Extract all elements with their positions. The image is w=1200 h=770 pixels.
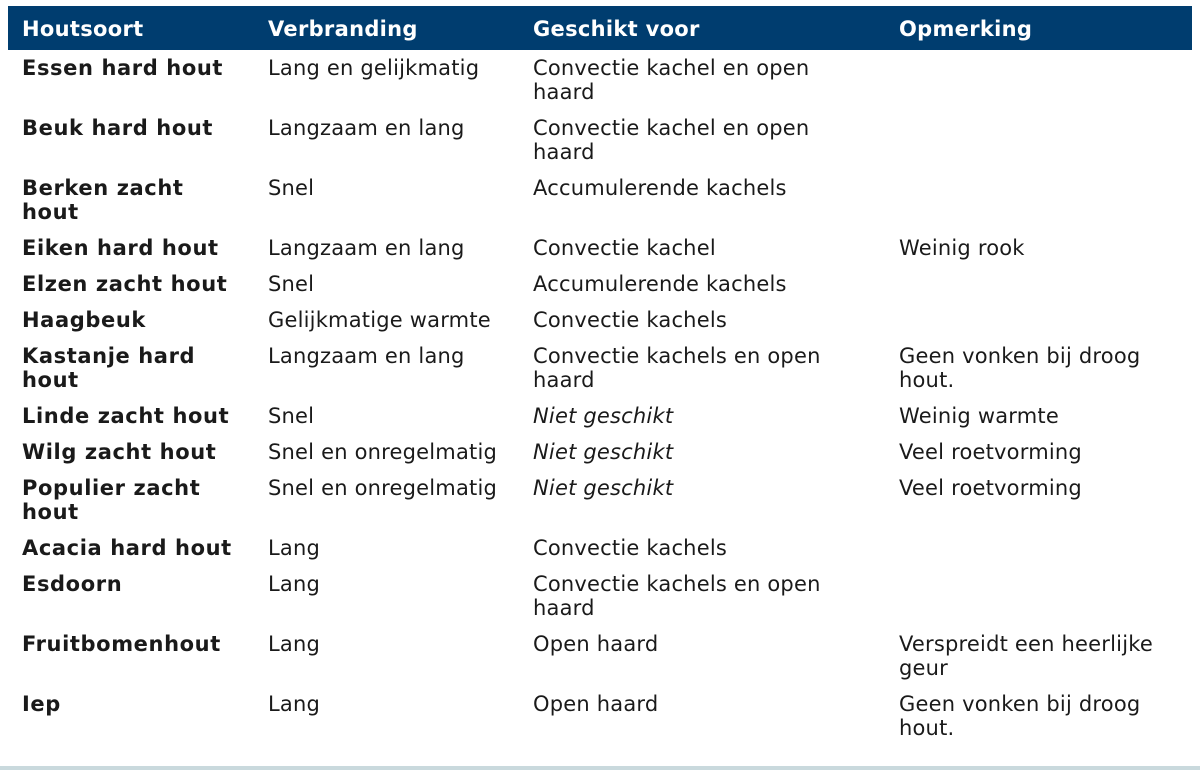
cell-verbranding: Lang xyxy=(268,632,321,656)
header-verbranding: Verbranding xyxy=(254,6,519,50)
cell-geschikt-voor: Convectie kachels en open haard xyxy=(533,344,821,392)
cell-geschikt-voor: Niet geschikt xyxy=(533,440,674,464)
header-geschikt-voor: Geschikt voor xyxy=(519,6,885,50)
table-row xyxy=(8,470,1192,530)
cell-houtsoort: Eiken hard hout xyxy=(22,236,219,260)
cell-verbranding: Gelijkmatige warmte xyxy=(268,308,491,332)
table-row xyxy=(8,566,1192,626)
cell-geschikt-voor: Convectie kachels en open haard xyxy=(533,572,821,620)
table-row xyxy=(8,170,1192,230)
cell-opmerking: Geen vonken bij droog hout. xyxy=(899,692,1141,740)
cell-houtsoort: Kastanje hard hout xyxy=(22,344,196,392)
wood-table-container xyxy=(8,6,1192,746)
cell-houtsoort: Fruitbomenhout xyxy=(22,632,221,656)
cell-geschikt-voor: Open haard xyxy=(533,692,659,716)
cell-opmerking: Weinig warmte xyxy=(899,404,1059,428)
cell-geschikt-voor: Convectie kachel xyxy=(533,236,716,260)
cell-geschikt-voor: Accumulerende kachels xyxy=(533,272,787,296)
header-houtsoort: Houtsoort xyxy=(8,6,254,50)
table-row xyxy=(8,626,1192,686)
cell-opmerking: Veel roetvorming xyxy=(899,476,1082,500)
table-row xyxy=(8,110,1192,170)
cell-verbranding: Lang xyxy=(268,572,321,596)
table-row xyxy=(8,50,1192,110)
cell-verbranding: Snel xyxy=(268,404,315,428)
table-header xyxy=(8,6,1192,50)
cell-opmerking: Weinig rook xyxy=(899,236,1025,260)
cell-houtsoort: Elzen zacht hout xyxy=(22,272,228,296)
cell-verbranding: Langzaam en lang xyxy=(268,236,465,260)
cell-verbranding: Snel xyxy=(268,272,315,296)
cell-opmerking xyxy=(885,302,1192,338)
table-row xyxy=(8,230,1192,266)
cell-geschikt-voor: Niet geschikt xyxy=(533,476,674,500)
cell-opmerking xyxy=(885,530,1192,566)
cell-geschikt-voor: Accumulerende kachels xyxy=(533,176,787,200)
cell-geschikt-voor: Convectie kachels xyxy=(533,536,727,560)
table-row xyxy=(8,338,1192,398)
cell-geschikt-voor: Convectie kachel en open haard xyxy=(533,116,810,164)
table-row xyxy=(8,398,1192,434)
cell-opmerking xyxy=(885,50,1192,110)
cell-verbranding: Lang xyxy=(268,692,321,716)
cell-houtsoort: Berken zacht hout xyxy=(22,176,184,224)
header-opmerking: Opmerking xyxy=(885,6,1192,50)
table-row xyxy=(8,530,1192,566)
cell-houtsoort: Wilg zacht hout xyxy=(22,440,217,464)
table-row xyxy=(8,266,1192,302)
cell-opmerking xyxy=(885,566,1192,626)
cell-geschikt-voor: Open haard xyxy=(533,632,659,656)
table-body xyxy=(8,50,1192,746)
cell-houtsoort: Beuk hard hout xyxy=(22,116,214,140)
cell-houtsoort: Haagbeuk xyxy=(22,308,146,332)
cell-houtsoort: Populier zacht hout xyxy=(22,476,201,524)
cell-verbranding: Lang en gelijkmatig xyxy=(268,56,480,80)
cell-verbranding: Snel en onregelmatig xyxy=(268,476,498,500)
cell-verbranding: Lang xyxy=(268,536,321,560)
table-row xyxy=(8,434,1192,470)
cell-verbranding: Snel xyxy=(268,176,315,200)
cell-houtsoort: Acacia hard hout xyxy=(22,536,232,560)
cell-houtsoort: Iep xyxy=(22,692,61,716)
table-row xyxy=(8,686,1192,746)
cell-geschikt-voor: Convectie kachel en open haard xyxy=(533,56,810,104)
cell-houtsoort: Esdoorn xyxy=(22,572,123,596)
bottom-divider xyxy=(0,766,1200,770)
table-row xyxy=(8,302,1192,338)
cell-opmerking: Geen vonken bij droog hout. xyxy=(899,344,1141,392)
cell-verbranding: Langzaam en lang xyxy=(268,116,465,140)
cell-verbranding: Langzaam en lang xyxy=(268,344,465,368)
cell-opmerking xyxy=(885,110,1192,170)
cell-opmerking xyxy=(885,170,1192,230)
cell-geschikt-voor: Convectie kachels xyxy=(533,308,727,332)
cell-opmerking xyxy=(885,266,1192,302)
cell-geschikt-voor: Niet geschikt xyxy=(533,404,674,428)
cell-houtsoort: Essen hard hout xyxy=(22,56,224,80)
header-row xyxy=(8,6,1192,50)
cell-opmerking: Verspreidt een heerlijke geur xyxy=(899,632,1153,680)
cell-opmerking: Veel roetvorming xyxy=(899,440,1082,464)
wood-types-table xyxy=(8,6,1192,746)
cell-verbranding: Snel en onregelmatig xyxy=(268,440,498,464)
cell-houtsoort: Linde zacht hout xyxy=(22,404,230,428)
